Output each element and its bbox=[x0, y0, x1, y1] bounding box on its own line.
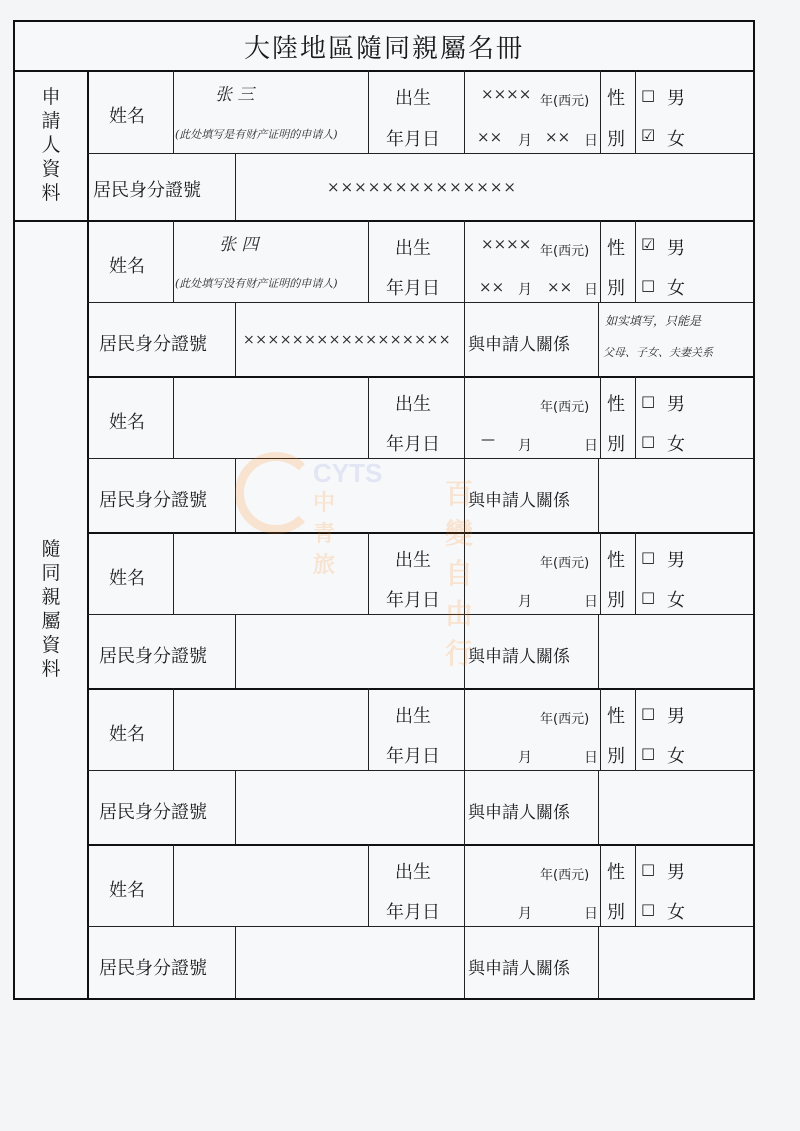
id-label: 居民身分證號 bbox=[99, 490, 207, 511]
id-label: 居民身分證號 bbox=[99, 958, 207, 979]
id-label: 居民身分證號 bbox=[93, 180, 201, 201]
grid-line bbox=[87, 926, 753, 927]
relation-label: 與申請人關係 bbox=[468, 491, 570, 511]
male-checkbox[interactable]: □ bbox=[641, 548, 656, 566]
birth-label-line1: 出生 bbox=[395, 706, 431, 727]
relative-3-name-field[interactable] bbox=[173, 532, 368, 614]
year-label: 年(西元) bbox=[540, 868, 590, 883]
grid-line bbox=[600, 532, 601, 614]
section-char: 資 bbox=[41, 634, 61, 656]
gender-label-line1: 性 bbox=[607, 238, 625, 259]
grid-line bbox=[173, 220, 174, 302]
female-label: 女 bbox=[667, 590, 685, 611]
grid-line bbox=[635, 376, 636, 458]
gender-label-line1: 性 bbox=[607, 550, 625, 571]
gender-label-line1: 性 bbox=[607, 88, 625, 109]
year-label: 年(西元) bbox=[540, 400, 590, 415]
grid-line bbox=[87, 153, 753, 154]
applicant-birth-day[interactable]: ×× bbox=[545, 128, 571, 146]
birth-label-line1: 出生 bbox=[395, 550, 431, 571]
relative-4-name-field[interactable] bbox=[173, 688, 368, 770]
grid-line bbox=[368, 532, 369, 614]
female-label: 女 bbox=[667, 278, 685, 299]
birth-label-line1: 出生 bbox=[395, 88, 431, 109]
gender-label-line2: 別 bbox=[607, 434, 625, 455]
watermark-brand-en: CYTS bbox=[313, 458, 383, 488]
applicant-name-value[interactable]: 张 三 bbox=[215, 85, 255, 105]
birth-label-line2: 年月日 bbox=[386, 278, 440, 299]
grid-line bbox=[635, 532, 636, 614]
section-char: 資 bbox=[41, 158, 61, 180]
grid-line bbox=[600, 220, 601, 302]
grid-line bbox=[635, 688, 636, 770]
day-label: 日 bbox=[584, 282, 598, 298]
title-divider bbox=[15, 70, 753, 72]
grid-line bbox=[87, 770, 753, 771]
day-label: 日 bbox=[584, 594, 598, 610]
month-dash: — bbox=[481, 432, 495, 448]
relative-5-name-field[interactable] bbox=[173, 844, 368, 926]
name-label: 姓名 bbox=[109, 256, 145, 277]
birth-label-line1: 出生 bbox=[395, 862, 431, 883]
grid-line bbox=[368, 688, 369, 770]
grid-line bbox=[235, 770, 236, 844]
female-checkbox[interactable]: □ bbox=[641, 900, 656, 918]
birth-label-line1: 出生 bbox=[395, 238, 431, 259]
grid-line bbox=[235, 458, 236, 532]
gender-label-line2: 別 bbox=[607, 902, 625, 923]
applicant-birth-year[interactable]: ×××× bbox=[481, 85, 532, 103]
grid-line bbox=[635, 844, 636, 926]
section-char: 隨 bbox=[41, 538, 61, 560]
grid-line bbox=[464, 614, 465, 688]
grid-line bbox=[464, 770, 465, 844]
relation-label: 與申請人關係 bbox=[468, 959, 570, 979]
relative-1-relation-line1[interactable]: 如实填写，只能是 bbox=[605, 314, 702, 328]
grid-line bbox=[635, 220, 636, 302]
grid-line bbox=[598, 770, 599, 844]
gender-label-line2: 別 bbox=[607, 746, 625, 767]
grid-line bbox=[598, 302, 599, 376]
section-char: 屬 bbox=[41, 610, 61, 632]
grid-line bbox=[464, 532, 465, 614]
female-label: 女 bbox=[667, 129, 685, 150]
applicant-section-label bbox=[15, 70, 87, 220]
grid-line bbox=[464, 926, 465, 998]
relative-1-birth-day[interactable]: ×× bbox=[547, 278, 573, 296]
year-label: 年(西元) bbox=[540, 556, 590, 571]
grid-line bbox=[235, 153, 236, 220]
grid-line bbox=[464, 302, 465, 376]
birth-label-line2: 年月日 bbox=[386, 590, 440, 611]
birth-label-line2: 年月日 bbox=[386, 746, 440, 767]
watermark-brand-cn: 中青旅 bbox=[313, 490, 336, 577]
grid-line bbox=[635, 70, 636, 153]
relation-label: 與申請人關係 bbox=[468, 647, 570, 667]
grid-line bbox=[235, 614, 236, 688]
grid-line bbox=[464, 376, 465, 458]
grid-line bbox=[87, 302, 753, 303]
grid-line bbox=[598, 926, 599, 998]
id-label: 居民身分證號 bbox=[99, 646, 207, 667]
name-label: 姓名 bbox=[109, 724, 145, 745]
grid-line bbox=[600, 376, 601, 458]
grid-line bbox=[464, 220, 465, 302]
female-checkbox[interactable]: □ bbox=[641, 588, 656, 606]
gender-label-line1: 性 bbox=[607, 706, 625, 727]
applicant-birth-month[interactable]: ×× bbox=[477, 128, 503, 146]
month-label: 月 bbox=[518, 438, 532, 454]
birth-label-line2: 年月日 bbox=[386, 434, 440, 455]
male-checkbox[interactable]: □ bbox=[641, 392, 656, 410]
grid-line bbox=[235, 926, 236, 998]
relative-1-birth-year[interactable]: ×××× bbox=[481, 235, 532, 253]
grid-line bbox=[464, 844, 465, 926]
id-label: 居民身分證號 bbox=[99, 802, 207, 823]
section-char: 同 bbox=[41, 562, 61, 584]
grid-line bbox=[598, 614, 599, 688]
grid-line bbox=[600, 70, 601, 153]
section-char: 親 bbox=[41, 586, 61, 608]
day-label: 日 bbox=[584, 133, 598, 149]
day-label: 日 bbox=[584, 750, 598, 766]
relative-1-name-value[interactable]: 张 四 bbox=[219, 235, 259, 255]
male-label: 男 bbox=[667, 550, 685, 571]
female-label: 女 bbox=[667, 434, 685, 455]
gender-label-line1: 性 bbox=[607, 862, 625, 883]
section-divider bbox=[15, 220, 753, 222]
relative-2-name-field[interactable] bbox=[173, 376, 368, 458]
male-label: 男 bbox=[667, 88, 685, 109]
relative-1-name-note: (此处填写没有财产证明的申请人) bbox=[175, 277, 338, 290]
female-checkbox[interactable]: □ bbox=[641, 276, 656, 294]
applicant-id-value[interactable]: ×××××××××××××× bbox=[327, 178, 517, 196]
section-char: 請 bbox=[41, 110, 61, 132]
day-label: 日 bbox=[584, 438, 598, 454]
male-checkbox[interactable]: □ bbox=[641, 704, 656, 722]
grid-line bbox=[368, 220, 369, 302]
grid-line bbox=[600, 688, 601, 770]
section-char: 料 bbox=[41, 658, 61, 680]
grid-line bbox=[87, 458, 753, 459]
name-label: 姓名 bbox=[109, 568, 145, 589]
grid-line bbox=[598, 458, 599, 532]
name-label: 姓名 bbox=[109, 412, 145, 433]
year-label: 年(西元) bbox=[540, 712, 590, 727]
grid-line bbox=[600, 844, 601, 926]
male-label: 男 bbox=[667, 706, 685, 727]
male-checkbox-checked[interactable]: ☑ bbox=[641, 235, 656, 254]
relative-1-relation-line2[interactable]: 父母、子女、夫妻关系 bbox=[603, 346, 713, 359]
birth-label-line2: 年月日 bbox=[386, 129, 440, 150]
gender-label-line2: 別 bbox=[607, 129, 625, 150]
birth-label-line1: 出生 bbox=[395, 394, 431, 415]
male-checkbox[interactable]: □ bbox=[641, 860, 656, 878]
day-label: 日 bbox=[584, 906, 598, 922]
female-label: 女 bbox=[667, 746, 685, 767]
grid-line bbox=[368, 376, 369, 458]
grid-line bbox=[464, 458, 465, 532]
male-label: 男 bbox=[667, 394, 685, 415]
relatives-roster-form bbox=[13, 20, 755, 1000]
female-checkbox[interactable]: □ bbox=[641, 744, 656, 762]
section-char: 人 bbox=[41, 134, 61, 156]
grid-line bbox=[87, 614, 753, 615]
month-label: 月 bbox=[518, 906, 532, 922]
relation-label: 與申請人關係 bbox=[468, 803, 570, 823]
month-label: 月 bbox=[518, 594, 532, 610]
name-label: 姓名 bbox=[109, 880, 145, 901]
relative-1-id-value[interactable]: ××××××××××××××××× bbox=[243, 332, 451, 348]
watermark-slogan: 百變自由行 bbox=[445, 478, 476, 669]
gender-label-line1: 性 bbox=[607, 394, 625, 415]
year-label: 年(西元) bbox=[540, 94, 590, 109]
month-label: 月 bbox=[518, 750, 532, 766]
grid-line bbox=[368, 844, 369, 926]
cyts-logo-icon bbox=[235, 452, 317, 534]
male-label: 男 bbox=[667, 238, 685, 259]
grid-line bbox=[173, 70, 174, 153]
grid-line bbox=[464, 70, 465, 153]
id-label: 居民身分證號 bbox=[99, 334, 207, 355]
relative-1-birth-month[interactable]: ×× bbox=[479, 278, 505, 296]
grid-line bbox=[368, 70, 369, 153]
month-label: 月 bbox=[518, 282, 532, 298]
female-label: 女 bbox=[667, 902, 685, 923]
year-label: 年(西元) bbox=[540, 244, 590, 259]
section-char: 料 bbox=[41, 182, 61, 204]
relation-label: 與申請人關係 bbox=[468, 335, 570, 355]
grid-line bbox=[464, 688, 465, 770]
section-column-divider bbox=[87, 70, 89, 998]
female-checkbox[interactable]: □ bbox=[641, 432, 656, 450]
month-label: 月 bbox=[518, 133, 532, 149]
female-checkbox-checked[interactable]: ☑ bbox=[641, 126, 656, 145]
name-label: 姓名 bbox=[109, 106, 145, 127]
male-label: 男 bbox=[667, 862, 685, 883]
applicant-name-note: (此处填写是有财产证明的申请人) bbox=[175, 128, 338, 141]
family-section-label bbox=[15, 220, 87, 998]
section-char: 申 bbox=[41, 86, 61, 108]
form-title: 大陸地區隨同親屬名冊 bbox=[243, 33, 524, 64]
male-checkbox[interactable]: □ bbox=[641, 86, 656, 104]
birth-label-line2: 年月日 bbox=[386, 902, 440, 923]
gender-label-line2: 別 bbox=[607, 590, 625, 611]
gender-label-line2: 別 bbox=[607, 278, 625, 299]
grid-line bbox=[235, 302, 236, 376]
